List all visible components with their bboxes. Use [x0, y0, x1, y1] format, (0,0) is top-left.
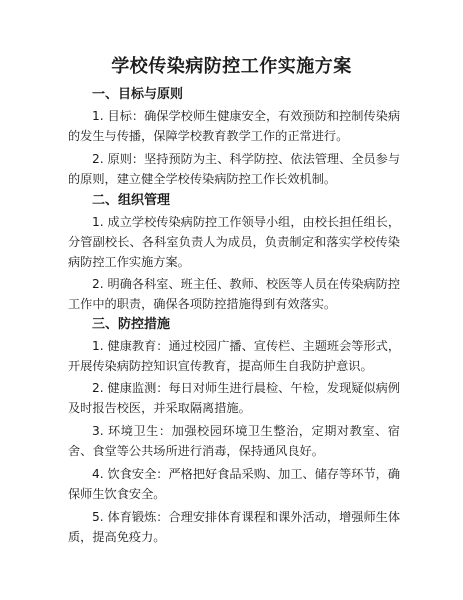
paragraph-health-education: 1. 健康教育：通过校园广播、宣传栏、主题班会等形式，开展传染病防控知识宣传教育，提高师生自我防护意识。: [68, 339, 401, 373]
paragraph-health-monitoring: 2. 健康监测：每日对师生进行晨检、午检，发现疑似病例及时报告校医，并采取隔离措施。: [68, 381, 401, 415]
paragraph-leadership-group: 1. 成立学校传染病防控工作领导小组，由校长担任组长，分管副校长、各科室负责人为成员，负责制定和落实学校传染病防控工作实施方案。: [68, 215, 401, 269]
document-title: 学校传染病防控工作实施方案: [111, 56, 352, 77]
section-heading-measures: 三、防控措施: [92, 317, 171, 332]
paragraph-responsibilities: 2. 明确各科室、班主任、教师、校医等人员在传染病防控工作中的职责，确保各项防控措施得到有效落实。: [68, 277, 401, 311]
paragraph-food-safety: 4. 饮食安全：严格把好食品采购、加工、储存等环节，确保师生饮食安全。: [68, 467, 401, 501]
paragraph-physical-exercise: 5. 体育锻炼：合理安排体育课程和课外活动，增强师生体质，提高免疫力。: [68, 510, 401, 544]
section-heading-goals: 一、目标与原则: [92, 87, 184, 102]
paragraph-principle: 2. 原则：坚持预防为主、科学防控、依法管理、全员参与的原则，建立健全学校传染病防控工作长效机制。: [68, 152, 401, 186]
paragraph-goal: 1. 目标：确保学校师生健康安全，有效预防和控制传染病的发生与传播，保障学校教育教学工作的正常进行。: [68, 109, 401, 143]
paragraph-environment-hygiene: 3. 环境卫生：加强校园环境卫生整治，定期对教室、宿舍、食堂等公共场所进行消毒，保持通风良好。: [68, 424, 400, 458]
section-heading-organization: 二、组织管理: [92, 193, 171, 208]
